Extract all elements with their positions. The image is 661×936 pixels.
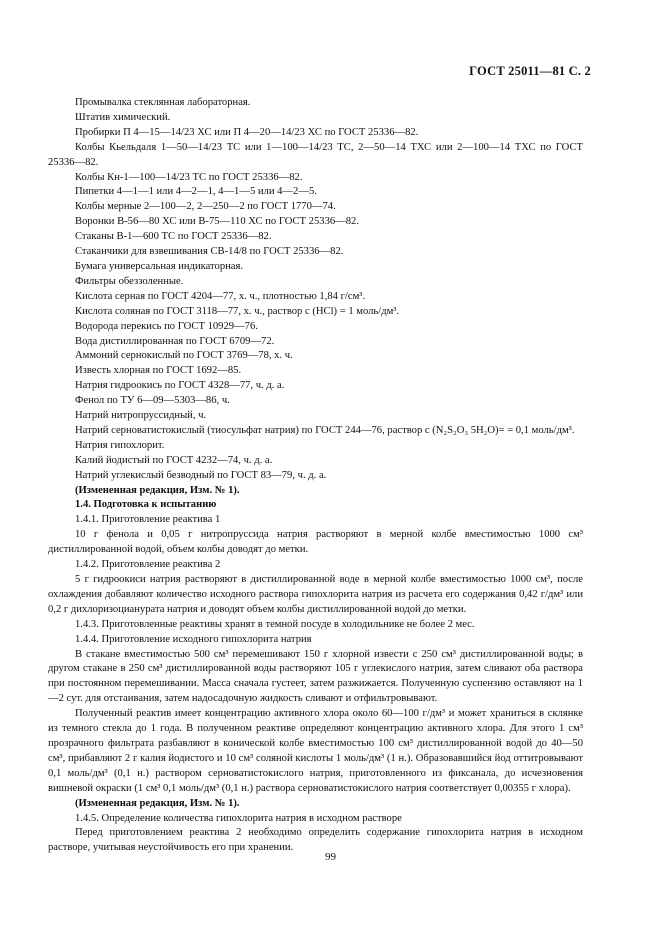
text-paragraph: Колбы Кн-1—100—14/23 ТС по ГОСТ 25336—82. [75, 171, 303, 183]
text-paragraph: Бумага универсальная индикаторная. [75, 260, 244, 272]
text-paragraph: 5 г гидроокиси натрия растворяют в дистиллированной воде в мерной колбе вместимостью 1000 см³, после охлаждения добавляют количество исходного раствора гипохлорита натрия из расчета его содержания 0,42 г/дм³ или 0,2 г дихлоризоцианурата натрия и доводят объем колбы дистиллированной водой до метки. [48, 574, 583, 615]
text-paragraph: Аммоний сернокислый по ГОСТ 3769—78, х. ч. [75, 350, 293, 362]
text-paragraph: Фильтры обеззоленные. [75, 275, 184, 287]
section-heading: 1.4. Подготовка к испытанию [75, 499, 217, 511]
text-paragraph: 1.4.2. Приготовление реактива 2 [75, 559, 221, 571]
text-paragraph: Колбы мерные 2—100—2, 2—250—2 по ГОСТ 1770—74. [75, 201, 336, 213]
section-heading: (Измененная редакция, Изм. № 1). [75, 484, 240, 496]
text-paragraph: Фенол по ТУ 6—09—5303—86, ч. [75, 395, 230, 407]
text-paragraph: Натрия гидроокись по ГОСТ 4328—77, ч. д. а. [75, 380, 285, 392]
text-paragraph: Промывалка стеклянная лабораторная. [75, 97, 251, 108]
text-paragraph: 1.4.5. Определение количества гипохлорита натрия в исходном растворе [75, 812, 402, 824]
page-header: ГОСТ 25011—81 С. 2 [469, 64, 591, 78]
text-paragraph: Пипетки 4—1—1 или 4—2—1, 4—1—5 или 4—2—5. [75, 186, 317, 198]
text-paragraph: Кислота серная по ГОСТ 4204—77, х. ч., плотностью 1,84 г/см³. [75, 290, 366, 302]
text-paragraph: Калий йодистый по ГОСТ 4232—74, ч. д. а. [75, 454, 273, 466]
section-heading: (Измененная редакция, Изм. № 1). [75, 797, 240, 809]
text-paragraph: Стаканчики для взвешивания СВ-14/8 по ГОСТ 25336—82. [75, 246, 344, 258]
text-paragraph: Натрий углекислый безводный по ГОСТ 83—79, ч. д. а. [75, 469, 327, 481]
text-paragraph: Натрий нитропруссидный, ч. [75, 410, 207, 422]
text-paragraph: Штатив химический. [75, 111, 171, 123]
text-paragraph: Натрий серноватистокислый (тиосульфат натрия) по ГОСТ 244—76, раствор c (N₂S₂O₃ 5H₂O)= = 0,1 моль/дм³. [75, 424, 575, 436]
document-body [48, 96, 583, 856]
text-paragraph: Известь хлорная по ГОСТ 1692—85. [75, 365, 242, 377]
text-paragraph: Пробирки П 4—15—14/23 ХС или П 4—20—14/23 ХС по ГОСТ 25336—82. [75, 126, 419, 138]
text-paragraph: Стаканы В-1—600 ТС по ГОСТ 25336—82. [75, 231, 272, 243]
text-paragraph: 1.4.1. Приготовление реактива 1 [75, 514, 221, 526]
text-paragraph: Кислота соляная по ГОСТ 3118—77, х. ч., раствор c (HCl) = 1 моль/дм³. [75, 305, 400, 317]
text-paragraph: 10 г фенола и 0,05 г нитропруссида натрия растворяют в мерной колбе вместимостью 1000 см³ дистиллированной водой, объем колбы доводят до метки. [48, 529, 583, 556]
text-paragraph: Воронки В-56—80 ХС или В-75—110 ХС по ГОСТ 25336—82. [75, 216, 359, 228]
text-paragraph: 1.4.3. Приготовленные реактивы хранят в темной посуде в холодильнике не более 2 мес. [75, 618, 475, 630]
text-paragraph: 1.4.4. Приготовление исходного гипохлорита натрия [75, 633, 312, 645]
text-paragraph: Водорода перекись по ГОСТ 10929—76. [75, 320, 258, 332]
text-paragraph: Полученный реактив имеет концентрацию активного хлора около 60—100 г/дм³ и может храниться в склянке из темного стекла до 1 года. В полученном реактиве определяют концентрацию активного хлора. Для этого 1 см³ прозрачного фильтрата разбавляют в конической колбе вместимостью 100 см³ дистиллированной водой до 40—50 см³, прибавляют 2 г калия йодистого и 10 см³ соляной кислоты 1 моль/дм³ (1 н.). Образовавшийся йод оттитровывают 0,1 моль/дм³ (0,1 н.) раствором серноватистокислого натрия, приготовленного из фиксанала, до исчезновения вишневой окраски (1 см³ 0,1 моль/дм³ (0,1 н.) раствора серноватистокислого натрия соответствует 0,00355 г хлора). [48, 708, 583, 794]
text-paragraph: Натрия гипохлорит. [75, 439, 165, 451]
page-number: 99 [325, 851, 336, 863]
text-paragraph: В стакане вместимостью 500 см³ перемешивают 150 г хлорной извести с 250 см³ дистиллированной воды; в другом стакане в 250 см³ дистиллированной воды растворяют 105 г углекислого натрия, затем сливают оба раствора при постоянном перемешивании. Масса сначала густеет, затем разжижается. Полученную суспензию оставляют на 1—2 сут. для отстаивания, затем надосадочную жидкость сливают и отфильтровывают. [48, 648, 583, 705]
text-paragraph: Колбы Кьельдаля 1—50—14/23 ТС или 1—100—14/23 ТС, 2—50—14 ТХС или 2—100—14 ТХС по ГОСТ 25336—82. [48, 141, 583, 168]
text-paragraph: Вода дистиллированная по ГОСТ 6709—72. [75, 335, 275, 347]
text-paragraph: Перед приготовлением реактива 2 необходимо определить содержание гипохлорита натрия в исходном растворе, учитывая неустойчивость его при хранении. [48, 827, 583, 854]
